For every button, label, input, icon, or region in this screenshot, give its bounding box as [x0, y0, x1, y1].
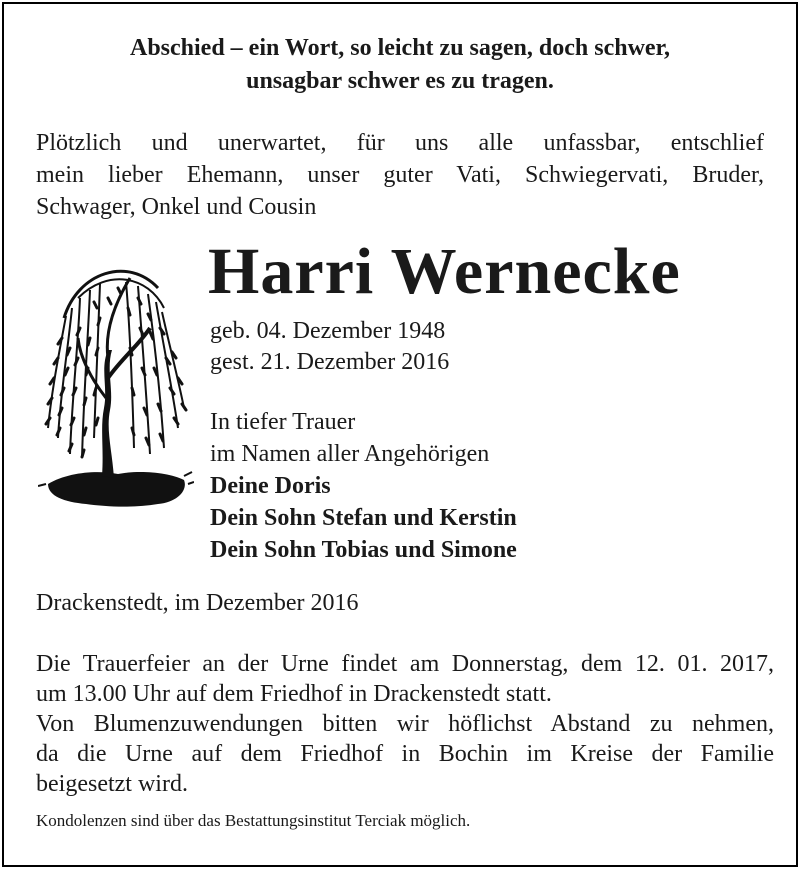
details-line-2: um 13.00 Uhr auf dem Friedhof in Drackenstedt statt.: [36, 681, 552, 707]
mourning-line-2: im Namen aller Angehörigen: [210, 441, 490, 467]
mourner-name: Deine Doris: [210, 473, 331, 499]
motto-line-2: unsagbar schwer es zu tragen.: [246, 68, 554, 94]
details-line-1: Die Trauerfeier an der Urne findet am Donnerstag, dem 12. 01. 2017,: [36, 651, 774, 677]
details-line-3: Von Blumenzuwendungen bitten wir höflichst Abstand zu nehmen,: [36, 711, 774, 737]
motto-line-1: Abschied – ein Wort, so leicht zu sagen, doch schwer,: [129, 35, 671, 61]
life-dates: [210, 316, 449, 378]
place-date: Drackenstedt, im Dezember 2016: [36, 590, 359, 616]
intro-line-3: Schwager, Onkel und Cousin: [36, 194, 317, 220]
obituary-card: [2, 2, 798, 867]
condolence-note: Kondolenzen sind über das Bestattungsinstitut Terciak möglich.: [36, 811, 471, 830]
details-line-5: beigesetzt wird.: [36, 771, 188, 797]
mourner-name: Dein Sohn Tobias und Simone: [210, 537, 517, 563]
motto: [4, 32, 796, 98]
deceased-name: Harri Wernecke: [208, 235, 681, 308]
death-date: gest. 21. Dezember 2016: [210, 349, 450, 375]
funeral-details: [36, 649, 774, 799]
intro-text: [36, 127, 764, 223]
mourners-block: [210, 406, 517, 566]
weeping-willow-icon: [38, 258, 194, 520]
intro-line-2: mein lieber Ehemann, unser guter Vati, Schwiegervati, Bruder,: [36, 162, 764, 188]
details-line-4: da die Urne auf dem Friedhof in Bochin im Kreise der Familie: [36, 741, 774, 767]
birth-date: geb. 04. Dezember 1948: [210, 318, 446, 344]
mourner-name: Dein Sohn Stefan und Kerstin: [210, 505, 517, 531]
mourning-line-1: In tiefer Trauer: [210, 409, 356, 435]
intro-line-1: Plötzlich und unerwartet, für uns alle unfassbar, entschlief: [36, 130, 764, 156]
